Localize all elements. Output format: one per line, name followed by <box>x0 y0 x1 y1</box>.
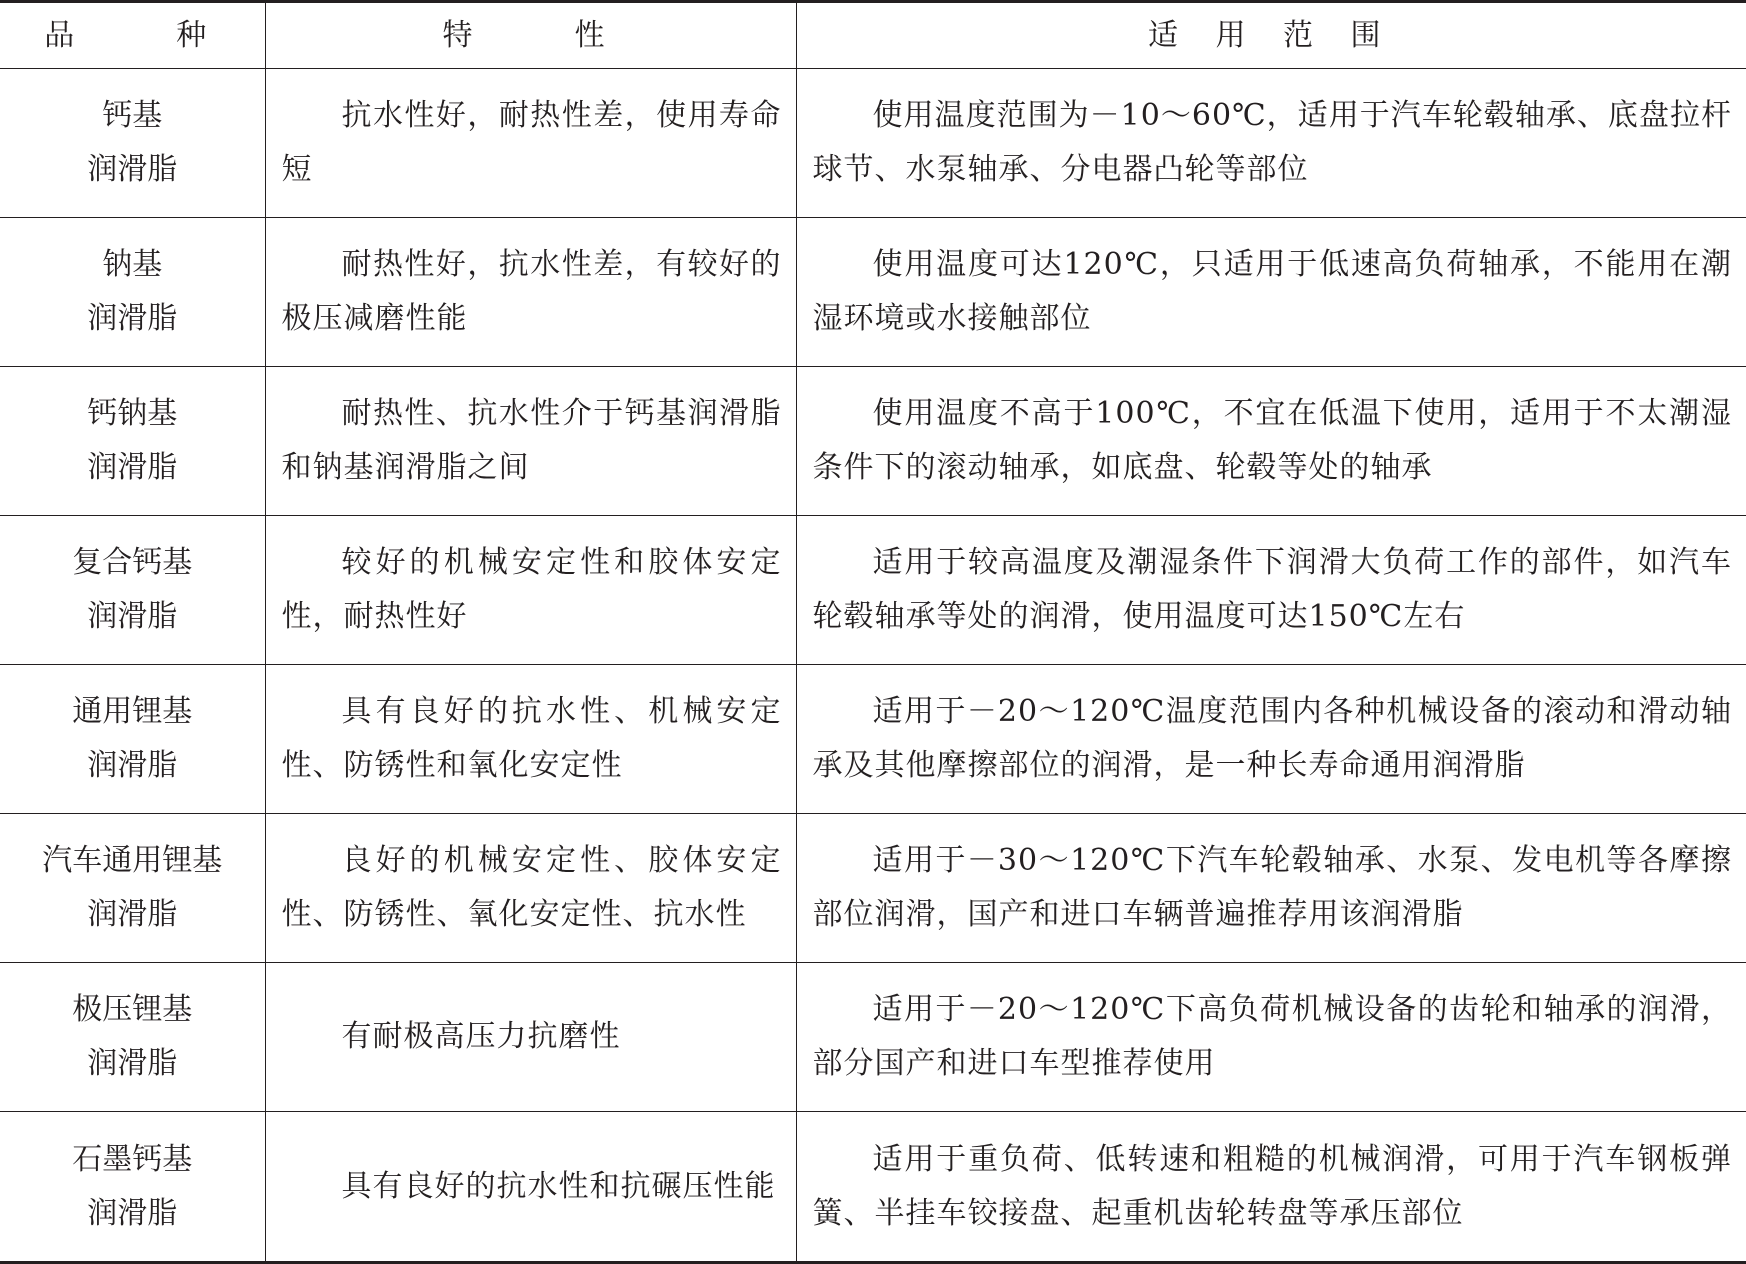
properties-cell: 较好的机械安定性和胶体安定性，耐热性好 <box>265 516 796 665</box>
variety-name-line1: 石墨钙基 <box>72 1141 193 1177</box>
variety-cell <box>0 1112 265 1263</box>
table-row <box>0 963 1746 1112</box>
variety-cell <box>0 963 265 1112</box>
variety-cell <box>0 516 265 665</box>
table-row <box>0 814 1746 963</box>
variety-name-line2: 润滑脂 <box>87 1195 178 1231</box>
variety-name-line2: 润滑脂 <box>87 1046 178 1081</box>
variety-name-line1: 汽车通用锂基 <box>42 843 223 878</box>
application-cell: 适用于重负荷、低转速和粗糙的机械润滑，可用于汽车钢板弹簧、半挂车铰接盘、起重机齿轮转盘等承压部位 <box>796 1112 1746 1263</box>
table-row <box>0 218 1746 367</box>
table-row <box>0 69 1746 218</box>
table-row <box>0 367 1746 516</box>
header-application: 适 用 范 围 <box>796 2 1746 69</box>
application-cell: 适用于较高温度及潮湿条件下润滑大负荷工作的部件，如汽车轮毂轴承等处的润滑，使用温度可达150℃左右 <box>796 516 1746 665</box>
variety-cell <box>0 814 265 963</box>
variety-name-line1: 钙基 <box>102 98 163 133</box>
variety-name-line2: 润滑脂 <box>87 897 178 932</box>
properties-cell: 耐热性好，抗水性差，有较好的极压减磨性能 <box>265 218 796 367</box>
header-variety: 品 种 <box>0 2 265 69</box>
properties-cell: 具有良好的抗水性、机械安定性、防锈性和氧化安定性 <box>265 665 796 814</box>
variety-name-line2: 润滑脂 <box>87 152 178 187</box>
variety-name-line1: 复合钙基 <box>72 545 193 580</box>
variety-name-line1: 极压锂基 <box>72 992 193 1027</box>
application-cell: 使用温度可达120℃，只适用于低速高负荷轴承，不能用在潮湿环境或水接触部位 <box>796 218 1746 367</box>
variety-cell <box>0 367 265 516</box>
properties-cell: 具有良好的抗水性和抗碾压性能 <box>265 1112 796 1263</box>
table-row <box>0 665 1746 814</box>
properties-cell: 耐热性、抗水性介于钙基润滑脂和钠基润滑脂之间 <box>265 367 796 516</box>
variety-cell <box>0 665 265 814</box>
variety-name-line2: 润滑脂 <box>87 748 178 783</box>
header-row <box>0 2 1746 69</box>
variety-name-line2: 润滑脂 <box>87 301 178 336</box>
properties-cell: 抗水性好，耐热性差，使用寿命短 <box>265 69 796 218</box>
application-cell: 适用于－20～120℃下高负荷机械设备的齿轮和轴承的润滑，部分国产和进口车型推荐使用 <box>796 963 1746 1112</box>
variety-name-line2: 润滑脂 <box>87 599 178 634</box>
application-cell: 使用温度范围为－10～60℃，适用于汽车轮毂轴承、底盘拉杆球节、水泵轴承、分电器凸轮等部位 <box>796 69 1746 218</box>
application-cell: 适用于－20～120℃温度范围内各种机械设备的滚动和滑动轴承及其他摩擦部位的润滑，是一种长寿命通用润滑脂 <box>796 665 1746 814</box>
variety-name-line1: 钙钠基 <box>87 396 178 431</box>
variety-name-line1: 钠基 <box>102 247 163 282</box>
header-properties: 特 性 <box>265 2 796 69</box>
application-cell: 适用于－30～120℃下汽车轮毂轴承、水泵、发电机等各摩擦部位润滑，国产和进口车辆普遍推荐用该润滑脂 <box>796 814 1746 963</box>
properties-cell: 有耐极高压力抗磨性 <box>265 963 796 1112</box>
application-cell: 使用温度不高于100℃，不宜在低温下使用，适用于不太潮湿条件下的滚动轴承，如底盘、轮毂等处的轴承 <box>796 367 1746 516</box>
variety-name-line2: 润滑脂 <box>87 450 178 485</box>
table-row <box>0 1112 1746 1263</box>
variety-name-line1: 通用锂基 <box>72 694 193 729</box>
variety-cell <box>0 69 265 218</box>
variety-cell <box>0 218 265 367</box>
properties-cell: 良好的机械安定性、胶体安定性、防锈性、氧化安定性、抗水性 <box>265 814 796 963</box>
table-row <box>0 516 1746 665</box>
